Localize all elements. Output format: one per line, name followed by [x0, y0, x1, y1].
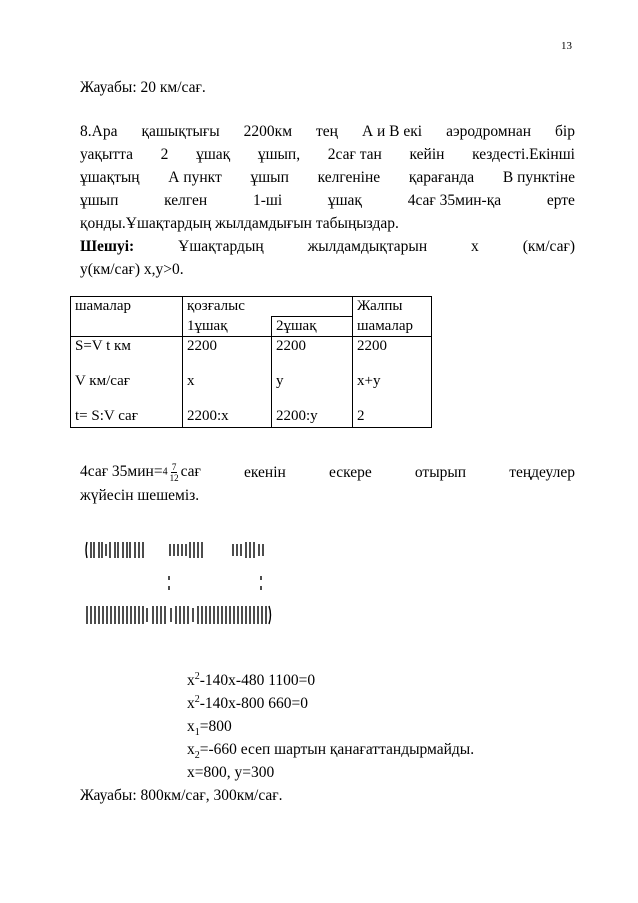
note-prefix: 4сағ 35мин=: [80, 463, 163, 481]
equation-line-3: [187, 718, 232, 739]
word: ұшып: [250, 169, 289, 186]
eq-var: x: [187, 695, 195, 712]
page-number: 13: [561, 40, 572, 52]
word: кейін: [409, 146, 445, 163]
table-row: [71, 337, 432, 428]
word: 2: [160, 146, 169, 163]
equation-line-1: [187, 672, 315, 690]
word: 8.Ара: [80, 123, 118, 140]
header-text: Жалпы: [357, 298, 403, 314]
note-line-2: жүйесін шешеміз.: [80, 487, 200, 504]
equation-line-4: [187, 741, 475, 762]
cell-text: 2200:x: [187, 408, 229, 424]
header-text: 2ұшақ: [276, 318, 317, 334]
problem-line-1: [80, 123, 575, 141]
word: ерте: [546, 192, 575, 209]
cell-text: y: [276, 373, 284, 389]
solution-label: Шешуі:: [80, 238, 135, 255]
word: келген: [164, 192, 208, 209]
table-header-plane2: [272, 317, 353, 337]
word: ұшақтың: [80, 169, 140, 186]
word: ұшақ: [327, 192, 362, 209]
problem-line-4: [80, 192, 575, 210]
word: ескере: [328, 463, 372, 481]
word: бір: [555, 123, 575, 140]
eq-subscript: 1: [194, 727, 200, 739]
eq-var: x: [187, 672, 195, 689]
fraction: [170, 462, 179, 483]
word: (км/сағ): [522, 238, 575, 255]
table-cell: [183, 337, 272, 428]
table-cell: [71, 337, 183, 428]
equation-system-image: [85, 510, 275, 660]
word: екенін: [244, 463, 286, 481]
word: 2сағ тан: [327, 146, 382, 163]
header-text: қозғалыс: [187, 298, 245, 314]
mixed-integer: 4: [162, 466, 168, 478]
word: қашықтығы: [141, 123, 220, 140]
table-header-quantities: [71, 297, 183, 337]
word: кездесті.Екінші: [472, 146, 575, 163]
word: қарағанда: [408, 169, 475, 186]
solution-line-1: [80, 238, 575, 256]
equation-line-2: [187, 695, 308, 713]
table-cell: [272, 337, 353, 428]
word: А и В екі: [361, 123, 423, 140]
final-answer: Жауабы: 800км/сағ, 300км/сағ.: [80, 787, 283, 804]
cell-text: V км/сағ: [75, 373, 130, 389]
header-text: шамалар: [357, 317, 414, 334]
table-header-total-b: [353, 317, 432, 337]
cell-text: x: [187, 373, 195, 389]
word: сағ: [180, 463, 201, 481]
table-header-total-a: [353, 297, 432, 317]
eq-rest: -140x-480 1100=0: [199, 672, 316, 689]
fraction-numerator: 7: [171, 462, 177, 472]
note-line-1: [80, 462, 575, 483]
eq-rest: =-660 есеп шартын қанағаттандырмайды.: [199, 741, 475, 758]
word: Ұшақтардың: [178, 238, 264, 255]
cell-text: 2: [357, 408, 365, 424]
cell-text: 2200: [276, 338, 306, 354]
header-text: 1ұшақ: [187, 317, 228, 334]
word: 4сағ 35мин-қа: [407, 192, 502, 209]
word: аэродромнан: [446, 123, 532, 140]
eq-subscript: 2: [194, 750, 200, 762]
data-table: [70, 296, 432, 428]
eq-rest: =800: [199, 718, 232, 735]
cell-text: 2200: [357, 338, 387, 354]
cell-text: 2200: [187, 338, 217, 354]
problem-line-5: қонды.Ұшақтардың жылдамдығын табыңыздар.: [80, 215, 399, 232]
word: келгеніне: [317, 169, 381, 186]
note-time: [80, 462, 201, 483]
previous-answer: Жауабы: 20 км/сағ.: [80, 79, 206, 96]
fraction-denominator: 12: [169, 473, 179, 483]
cell-text: x+y: [357, 373, 381, 389]
cell-text: t= S:V сағ: [75, 408, 138, 424]
problem-line-2: [80, 146, 575, 164]
word: тең: [316, 123, 338, 140]
table-header-motion: [183, 297, 353, 317]
cell-text: 2200:y: [276, 408, 318, 424]
cell-text: S=V t км: [75, 338, 131, 354]
table-cell: [353, 337, 432, 428]
table-header-plane1: [183, 317, 272, 337]
word: x: [471, 238, 479, 255]
word: 2200км: [243, 123, 293, 140]
word: А пункт: [168, 169, 222, 186]
word: В пунктіне: [502, 169, 575, 186]
word: ұшып: [80, 192, 119, 209]
word: жылдамдықтарын: [307, 238, 428, 255]
word: отырып: [414, 463, 467, 481]
eq-rest: -140x-800 660=0: [199, 695, 308, 712]
word: теңдеулер: [509, 463, 575, 481]
equation-line-5: x=800, y=300: [187, 764, 275, 781]
word: уақытта: [80, 146, 133, 163]
header-text: шамалар: [75, 298, 132, 314]
eq-var: x: [187, 718, 195, 735]
eq-var: x: [187, 741, 195, 758]
word: ұшақ: [196, 146, 231, 163]
problem-line-3: [80, 169, 575, 187]
solution-line-2: у(км/сағ) x,у>0.: [80, 261, 184, 278]
eq-exponent: 2: [194, 693, 200, 705]
word: ұшып,: [257, 146, 301, 163]
eq-exponent: 2: [194, 670, 200, 682]
word: 1-ші: [252, 192, 283, 209]
